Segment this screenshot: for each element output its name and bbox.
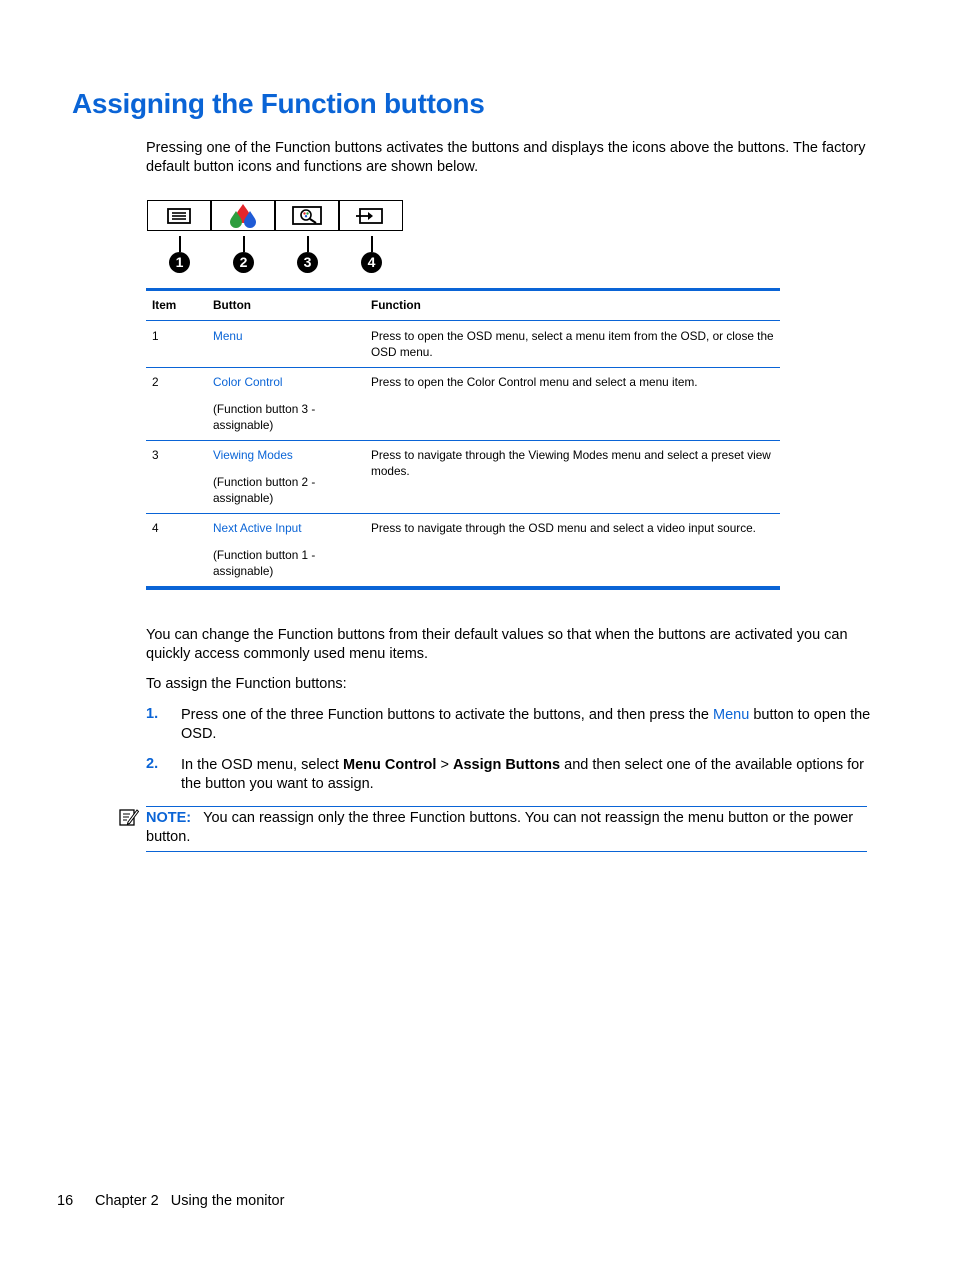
callout-line-4 xyxy=(371,236,373,252)
page-number: 16 xyxy=(57,1193,74,1209)
assign-intro: To assign the Function buttons: xyxy=(146,676,347,692)
row-item: 4 xyxy=(152,521,159,535)
note-icon xyxy=(119,808,139,826)
callout-4: 4 xyxy=(361,252,382,273)
menu-link[interactable]: Menu xyxy=(713,707,750,723)
page-title: Assigning the Function buttons xyxy=(72,88,485,119)
viewing-modes-icon xyxy=(276,201,338,230)
table-row xyxy=(146,368,780,441)
color-control-button-box xyxy=(211,200,275,231)
table-row xyxy=(146,514,780,586)
menu-button-box xyxy=(147,200,211,231)
header-function: Function xyxy=(371,298,421,312)
next-active-input-link[interactable]: Next Active Input xyxy=(213,521,302,535)
header-button: Button xyxy=(213,298,251,312)
note-text: NOTE: You can reassign only the three Function buttons. You can not reassign the menu button or the power button. xyxy=(146,810,854,845)
callout-line-1 xyxy=(179,236,181,252)
row-function: Press to open the Color Control menu and select a menu item. xyxy=(371,375,698,389)
callout-line-2 xyxy=(243,236,245,252)
next-input-icon xyxy=(340,201,402,230)
chapter-label: Chapter 2 Using the monitor xyxy=(95,1193,285,1209)
step-2-number: 2. xyxy=(146,756,159,772)
table-row xyxy=(146,441,780,514)
callout-1: 1 xyxy=(169,252,190,273)
row-item: 2 xyxy=(152,375,159,389)
table-bottom-rule xyxy=(146,586,780,590)
viewing-modes-link[interactable]: Viewing Modes xyxy=(213,448,293,462)
viewing-modes-button-box xyxy=(275,200,339,231)
menu-icon xyxy=(148,201,210,230)
row-function: Press to open the OSD menu, select a menu item from the OSD, or close the OSD menu. xyxy=(371,329,774,359)
color-control-icon xyxy=(212,201,274,230)
intro-paragraph: Pressing one of the Function buttons activates the buttons and displays the icons above the buttons. The factory default button icons and functions are shown below. xyxy=(146,140,866,175)
step-1-number: 1. xyxy=(146,706,159,722)
callout-2: 2 xyxy=(233,252,254,273)
row-item: 1 xyxy=(152,329,159,343)
row-note: (Function button 3 - assignable) xyxy=(213,402,316,432)
table-header-row xyxy=(146,291,780,321)
step-1-text: Press one of the three Function buttons to activate the buttons, and then press the Menu button to open the OSD. xyxy=(181,707,871,742)
change-paragraph: You can change the Function buttons from their default values so that when the buttons are activated you can quickly access commonly used menu items. xyxy=(146,627,848,662)
table-row xyxy=(146,321,780,368)
color-control-link[interactable]: Color Control xyxy=(213,375,283,389)
callout-3: 3 xyxy=(297,252,318,273)
next-input-button-box xyxy=(339,200,403,231)
row-function: Press to navigate through the OSD menu and select a video input source. xyxy=(371,521,756,535)
callout-line-3 xyxy=(307,236,309,252)
row-item: 3 xyxy=(152,448,159,462)
row-note: (Function button 2 - assignable) xyxy=(213,475,316,505)
menu-link[interactable]: Menu xyxy=(213,329,243,343)
row-function: Press to navigate through the Viewing Modes menu and select a preset view modes. xyxy=(371,448,771,478)
step-2-text: In the OSD menu, select Menu Control > Assign Buttons and then select one of the available options for the button you want to assign. xyxy=(181,757,865,792)
note-label: NOTE: xyxy=(146,810,192,826)
header-item: Item xyxy=(152,298,177,312)
row-note: (Function button 1 - assignable) xyxy=(213,548,316,578)
